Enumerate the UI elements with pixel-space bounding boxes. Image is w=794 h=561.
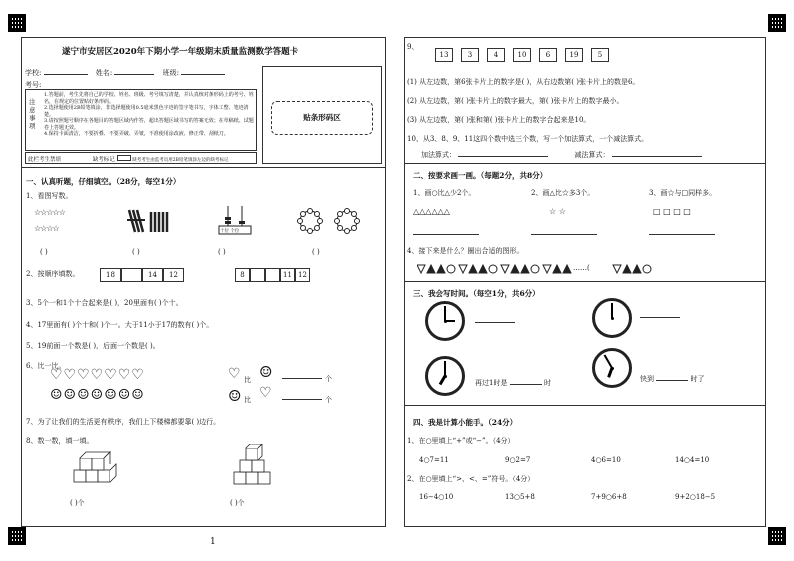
note-4: 4.保持卡面清洁，不要折叠、不要弄破、弄皱，不准使用涂改液、修正带、刮纸刀。: [44, 131, 229, 137]
q6-text: 6、比一比。: [26, 362, 66, 370]
qr-code-top-left: [8, 14, 26, 32]
draw-q4: 4、接下来是什么？圈出合适的图形。: [407, 247, 524, 255]
q4-text: 4、17里面有( )个十和( )个一。大于11小于17的数有( )个。: [26, 321, 214, 329]
notes-box: [25, 89, 257, 151]
pattern-ellipsis: ……(: [573, 264, 590, 272]
compare-answer-1[interactable]: [282, 378, 322, 379]
draw-q1: 1、画○比△少2个。: [413, 189, 476, 197]
clock-note-2-text: 快到: [640, 375, 654, 383]
number-cards: [435, 48, 609, 62]
name-label: 姓名:: [95, 69, 113, 77]
calc1-item[interactable]: 4○7=11: [419, 456, 449, 464]
school-label: 学校:: [25, 69, 42, 77]
class-field[interactable]: [181, 74, 225, 75]
divider: [405, 405, 765, 406]
subtraction-label: 减法算式：: [574, 151, 610, 159]
section-1-title: 一、认真听题，仔细填空。（28分，每空1分）: [26, 177, 181, 186]
barcode-area: 贴条形码区: [271, 101, 373, 135]
number-card: 13: [435, 48, 453, 62]
exam-no-label: 考号:: [25, 81, 42, 89]
sticks-icon: [125, 208, 171, 234]
heart-icon: ♡: [259, 385, 272, 401]
q10-text: 10、从3、8、9、11这四个数中选三个数，写一个加法算式，一个减法算式。: [407, 135, 649, 143]
qr-code-bottom-right: [768, 527, 786, 545]
answer-stars[interactable]: ( ): [40, 248, 48, 256]
seq-cell: 11: [280, 268, 295, 282]
answer-beads[interactable]: ( ): [312, 248, 320, 256]
q8-text: 8、数一数，填一填。: [26, 437, 94, 445]
star-row: ☆ ☆: [549, 207, 566, 216]
stars-row-1: ☆☆☆☆☆: [34, 208, 65, 217]
calc-q1: 1、在○里填上“+”或“−”。（4分）: [407, 437, 515, 445]
qr-code-bottom-left: [8, 527, 26, 545]
stars-row-2: ☆☆☆☆: [34, 224, 59, 233]
bi-label-1: 比: [244, 376, 251, 384]
seq-cell: 18: [100, 268, 121, 282]
ge-label-2: 个: [325, 396, 332, 404]
subtraction-field[interactable]: [612, 156, 702, 157]
absent-note: 缺考考生由监考员用2B铅笔填涂左边的缺考标记: [132, 158, 229, 163]
clock-note-1: [475, 378, 551, 388]
answer-sticks[interactable]: ( ): [132, 248, 140, 256]
q9-1-text: (1) 从左边数，第6张卡片上的数字是( )，从右边数第( )张卡片上的数是6。: [407, 78, 640, 86]
cube-stack-2-icon: [230, 444, 274, 488]
draw-answer-1[interactable]: [413, 234, 479, 235]
calc2-item[interactable]: 9+2○18−5: [675, 493, 716, 501]
addition-field[interactable]: [458, 156, 548, 157]
number-card: 6: [539, 48, 557, 62]
draw-q2: 2、画△比☆多3个。: [531, 189, 595, 197]
section-4-title: 四、我是计算小能手。（24分）: [413, 418, 518, 427]
notes-list: [44, 92, 254, 138]
calc2-item[interactable]: 13○5+8: [505, 493, 535, 501]
hearts-row: [50, 366, 145, 404]
smile-icon: ☺: [228, 387, 242, 405]
seq-cell-blank[interactable]: [265, 268, 280, 282]
bi-label-2: 比: [244, 396, 251, 404]
number-card: 4: [487, 48, 505, 62]
hour-unit: 时: [543, 379, 551, 387]
clock-2-icon: [592, 298, 632, 338]
cube-answer-1[interactable]: ( )个: [70, 499, 85, 507]
hour-unit-le: 时了: [690, 375, 705, 383]
notes-label: 注意事项: [29, 98, 36, 130]
abacus-labels: 十位 个位: [220, 229, 240, 234]
bead-rings-icon: [297, 208, 367, 234]
cube-answer-2[interactable]: ( )个: [230, 499, 245, 507]
seq-cell-blank[interactable]: [121, 268, 142, 282]
class-label: 班级:: [162, 69, 180, 77]
number-card: 5: [591, 48, 609, 62]
clock-note-2: [640, 374, 704, 384]
seq-cell: 12: [163, 268, 184, 282]
seq-cell: 14: [142, 268, 163, 282]
page-number: 1: [210, 537, 216, 547]
time-answer-2[interactable]: [640, 317, 680, 318]
right-page: [404, 37, 766, 527]
compare-answer-2[interactable]: [282, 399, 322, 400]
number-card: 3: [461, 48, 479, 62]
seq-cell-blank[interactable]: [250, 268, 265, 282]
clock-4-icon: [592, 348, 632, 388]
qr-code-top-right: [768, 14, 786, 32]
addition-row: [421, 150, 702, 160]
absent-label: 缺考标记: [92, 157, 115, 163]
time-answer-1[interactable]: [475, 322, 515, 323]
q1-text: 1、看图写数。: [26, 192, 73, 200]
forbid-row: [25, 152, 257, 164]
page-title: 遂宁市安居区2020年下期小学一年级期末质量监测数学答题卡: [62, 47, 299, 57]
q2-text: 2、按顺序填数。: [26, 270, 80, 278]
divider: [405, 163, 765, 164]
forbid-label: 此栏考生禁填: [28, 157, 62, 163]
shape-pattern: [417, 263, 687, 275]
cube-stack-1-icon: [70, 448, 120, 488]
heart-icon: ♡: [228, 366, 241, 382]
time-answer-4[interactable]: [656, 380, 688, 381]
ge-label-1: 个: [325, 375, 332, 383]
q7-text: 7、为了让我们的生活更有秩序，我们上下楼梯都要靠( )边行。: [26, 418, 221, 426]
smile-icon: ☺: [259, 363, 273, 381]
clock-1-icon: [425, 301, 465, 341]
clock-3-icon: [425, 356, 465, 396]
time-answer-3[interactable]: [510, 384, 542, 385]
calc-q2: 2、在○里填上“>、<、=”符号。（4分）: [407, 475, 535, 483]
heart-icons: ♡♡♡♡♡♡♡: [50, 367, 145, 383]
draw-answer-3[interactable]: [649, 234, 715, 235]
seq-cell: 12: [295, 268, 310, 282]
divider: [405, 281, 765, 282]
q3-text: 3、5个一和1个十合起来是( )，20里面有( )个十。: [26, 299, 183, 307]
q5-text: 5、19前面一个数是( )，后面一个数是( )。: [26, 342, 160, 350]
square-row: □ □ □ □: [653, 207, 691, 216]
calc2-item[interactable]: 7+9○6+8: [591, 493, 627, 501]
sequence-2: [235, 268, 310, 282]
answer-abacus[interactable]: ( ): [218, 248, 226, 256]
divider: [22, 167, 385, 168]
section-3-title: 三、我会写时间。（每空1分，共6分）: [413, 289, 540, 298]
barcode-panel: [262, 66, 382, 164]
triangle-row: △△△△△△: [413, 207, 450, 216]
number-card: 19: [565, 48, 583, 62]
name-field[interactable]: [114, 74, 154, 75]
absent-mark[interactable]: [117, 155, 131, 161]
addition-label: 加法算式：: [421, 151, 456, 159]
q9-3-text: (3) 从左边数，第( )张和第( )张卡片上的数字合起来是10。: [407, 116, 591, 124]
smile-icons: ☺☺☺☺☺☺☺: [50, 387, 145, 403]
seq-cell: 8: [235, 268, 250, 282]
q9-label: 9、: [407, 43, 419, 51]
calc1-item[interactable]: 14○4=10: [675, 456, 710, 464]
section-2-title: 二、按要求画一画。（每题2分，共8分）: [413, 171, 548, 180]
note-2: 2.选择题使用2B铅笔填涂，非选择题使用0.5毫米黑色字迹的签字笔书写，字体工整、笔迹清楚。: [44, 105, 249, 118]
note-1: 1.答题前，考生先将自己的学校、姓名、班级、考号填写清楚，并认真核对条形码上的考号、姓名，在规定的位置贴好条形码。: [44, 92, 254, 105]
q9-2-text: (2) 从左边数，第( )张卡片上的数字最大，第( )张卡片上的数字最小。: [407, 97, 624, 105]
sequence-1: [100, 268, 184, 282]
school-field[interactable]: [44, 74, 88, 75]
draw-q3: 3、画☆与□同样多。: [649, 189, 717, 197]
note-3: 3.请按照题号顺序在各题目的答题区域内作答，超出答题区域书写的答案无效；在草稿纸、试题卷上答题无效。: [44, 118, 254, 131]
left-page: [21, 37, 386, 527]
draw-answer-2[interactable]: [531, 234, 597, 235]
calc1-item[interactable]: 4○6=10: [591, 456, 621, 464]
number-card: 10: [513, 48, 531, 62]
calc1-item[interactable]: 9○2=7: [505, 456, 531, 464]
student-info: [25, 68, 255, 78]
clock-note-1-text: 再过1时是: [475, 379, 508, 387]
calc2-item[interactable]: 16−4○10: [419, 493, 454, 501]
